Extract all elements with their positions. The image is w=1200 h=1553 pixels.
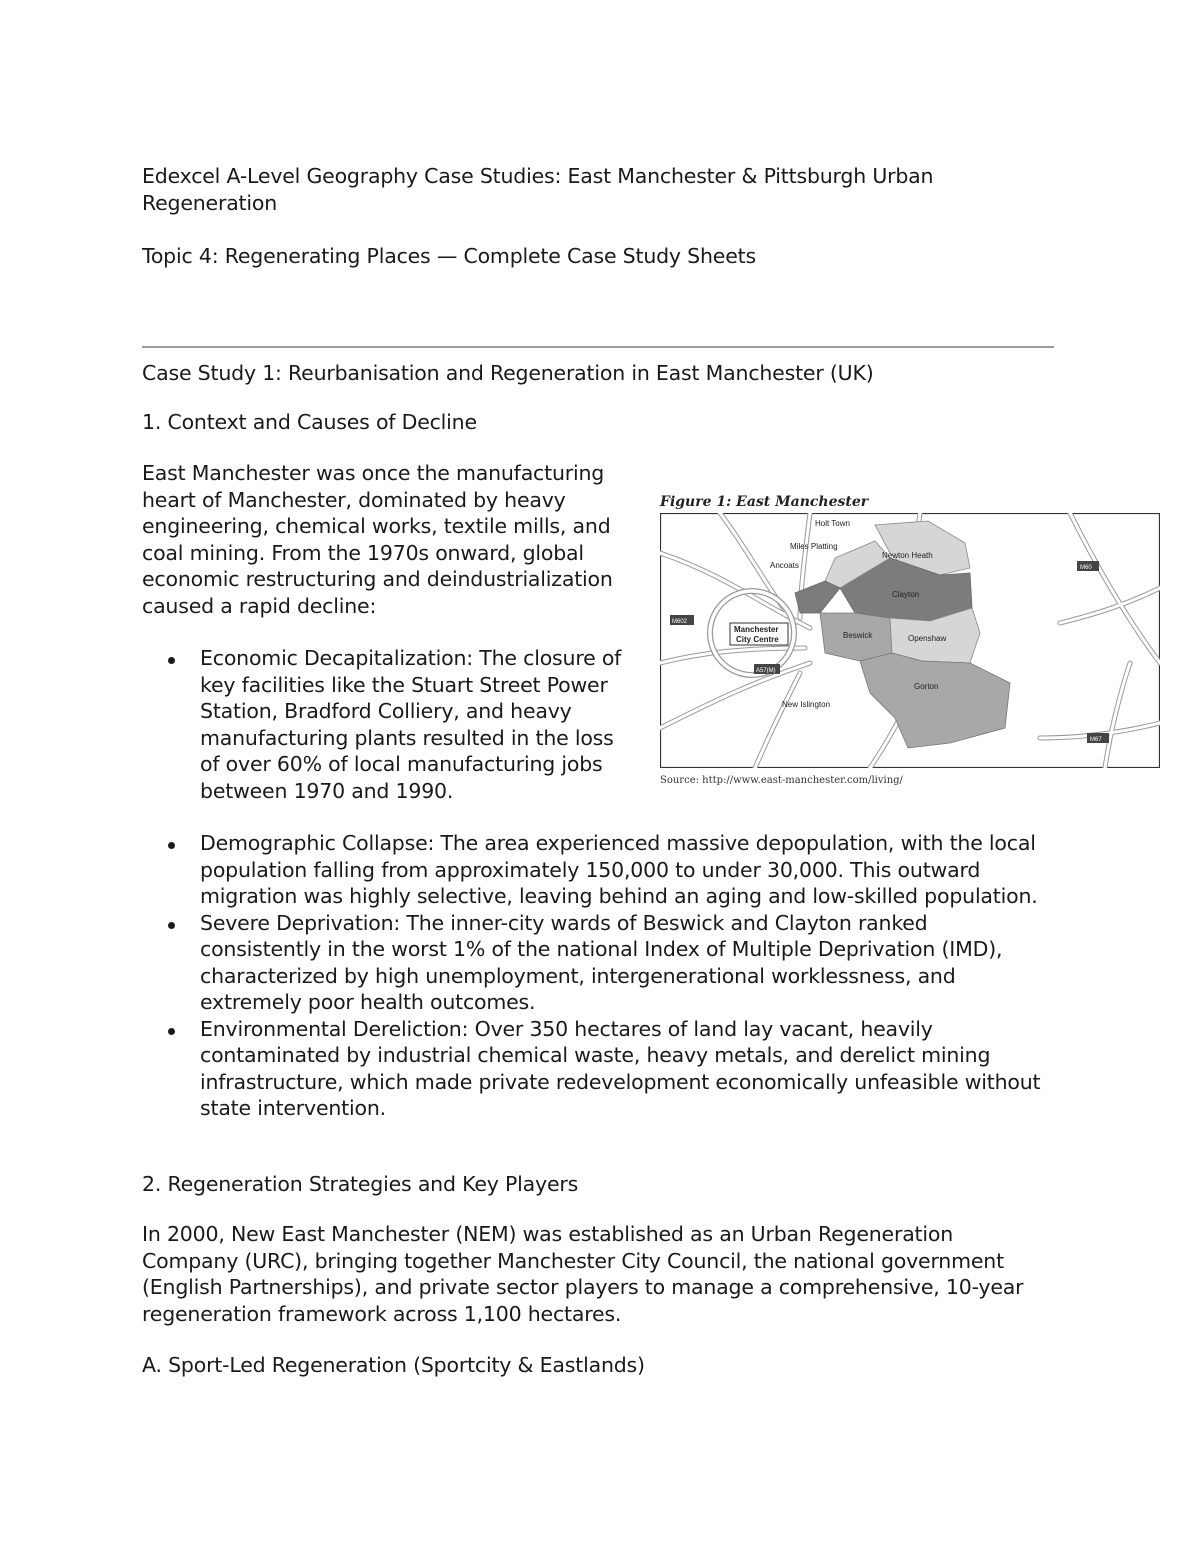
label-newton-heath: Newton Heath <box>882 551 933 560</box>
label-openshaw: Openshaw <box>908 634 947 643</box>
label-clayton: Clayton <box>892 590 920 599</box>
bullet-term: Environmental Dereliction: <box>200 1016 469 1041</box>
section-2-heading: 2. Regeneration Strategies and Key Players <box>142 1172 579 1196</box>
figure-title: Figure 1: East Manchester <box>660 494 869 510</box>
list-item <box>142 910 1054 1016</box>
horizontal-rule <box>142 346 1054 348</box>
section-a-heading: A. Sport-Led Regeneration (Sportcity & Eastlands) <box>142 1353 645 1377</box>
bullet-term: Economic Decapitalization: <box>200 646 473 670</box>
bullet-icon <box>168 1028 175 1035</box>
section-1-intro: East Manchester was once the manufacturing heart of Manchester, dominated by heavy engineering, chemical works, textile mills, and coal mining. From the 1970s onward, global economic restructuring and deindustrialization caused a rapid decline: <box>142 461 613 618</box>
map-image <box>660 513 1160 768</box>
label-m602: M602 <box>672 619 688 625</box>
label-new-islington: New Islington <box>782 700 831 709</box>
bullet-icon <box>168 842 175 849</box>
section-2-text: In 2000, New East Manchester (NEM) was established as an Urban Regeneration Company (URC), bringing together Manchester City Council, the national government (English Partnerships), and private sector players to manage a comprehensive, 10-year regeneration framework across 1,100 hectares. <box>142 1222 1024 1326</box>
bullet-text: Over 350 hectares of land lay vacant, heavily contaminated by industrial chemical waste, heavy metals, and derelict mining infrastructure, which made private redevelopment economically unfeasible without state intervention. <box>200 1016 1041 1120</box>
bullet-text: The inner-city wards of Beswick and Clayton ranked consistently in the worst 1% of the national Index of Multiple Deprivation (IMD), characterized by high unemployment, intergenerational worklessness, and extremely poor health outcomes. <box>200 910 1003 1014</box>
case-study-1-heading: Case Study 1: Reurbanisation and Regeneration in East Manchester (UK) <box>142 361 874 385</box>
label-ancoats: Ancoats <box>770 561 799 570</box>
label-m60: M60 <box>1080 565 1092 571</box>
label-beswick: Beswick <box>843 631 873 640</box>
figure-source: Source: http://www.east-manchester.com/living/ <box>660 775 903 786</box>
bullet-icon <box>168 657 175 664</box>
label-city-centre-1: Manchester <box>734 625 779 634</box>
bullet-text: The area experienced massive depopulation, with the local population falling from approximately 150,000 to under 30,000. This outward migration was highly selective, leaving behind an aging and low-skilled population. <box>200 831 1038 908</box>
list-item <box>142 645 622 804</box>
label-m67: M67 <box>1090 737 1102 743</box>
figure-east-manchester <box>658 494 1162 790</box>
label-holt-town: Holt Town <box>815 519 850 528</box>
label-city-centre-2: City Centre <box>736 635 779 644</box>
bullet-list <box>142 830 1054 1122</box>
document-page <box>142 0 1102 1553</box>
list-item <box>142 1016 1054 1122</box>
document-subtitle: Topic 4: Regenerating Places — Complete Case Study Sheets <box>142 244 756 268</box>
bullet-text: The closure of key facilities like the Stuart Street Power Station, Bradford Colliery, and heavy manufacturing plants resulted in the loss of over 60% of local manufacturing jobs between 1970 and 1990. <box>200 646 622 803</box>
document-title: Edexcel A-Level Geography Case Studies: East Manchester & Pittsburgh Urban Regeneration <box>142 164 934 215</box>
label-a57m: A57(M) <box>756 668 776 674</box>
bullet-icon <box>168 922 175 929</box>
bullet-list-top <box>142 645 622 804</box>
list-item <box>142 830 1054 910</box>
bullet-term: Severe Deprivation: <box>200 910 401 935</box>
bullet-term: Demographic Collapse: <box>200 831 435 855</box>
section-1-heading: 1. Context and Causes of Decline <box>142 410 477 434</box>
label-miles-platting: Miles Platting <box>790 542 838 551</box>
label-gorton: Gorton <box>914 682 939 691</box>
